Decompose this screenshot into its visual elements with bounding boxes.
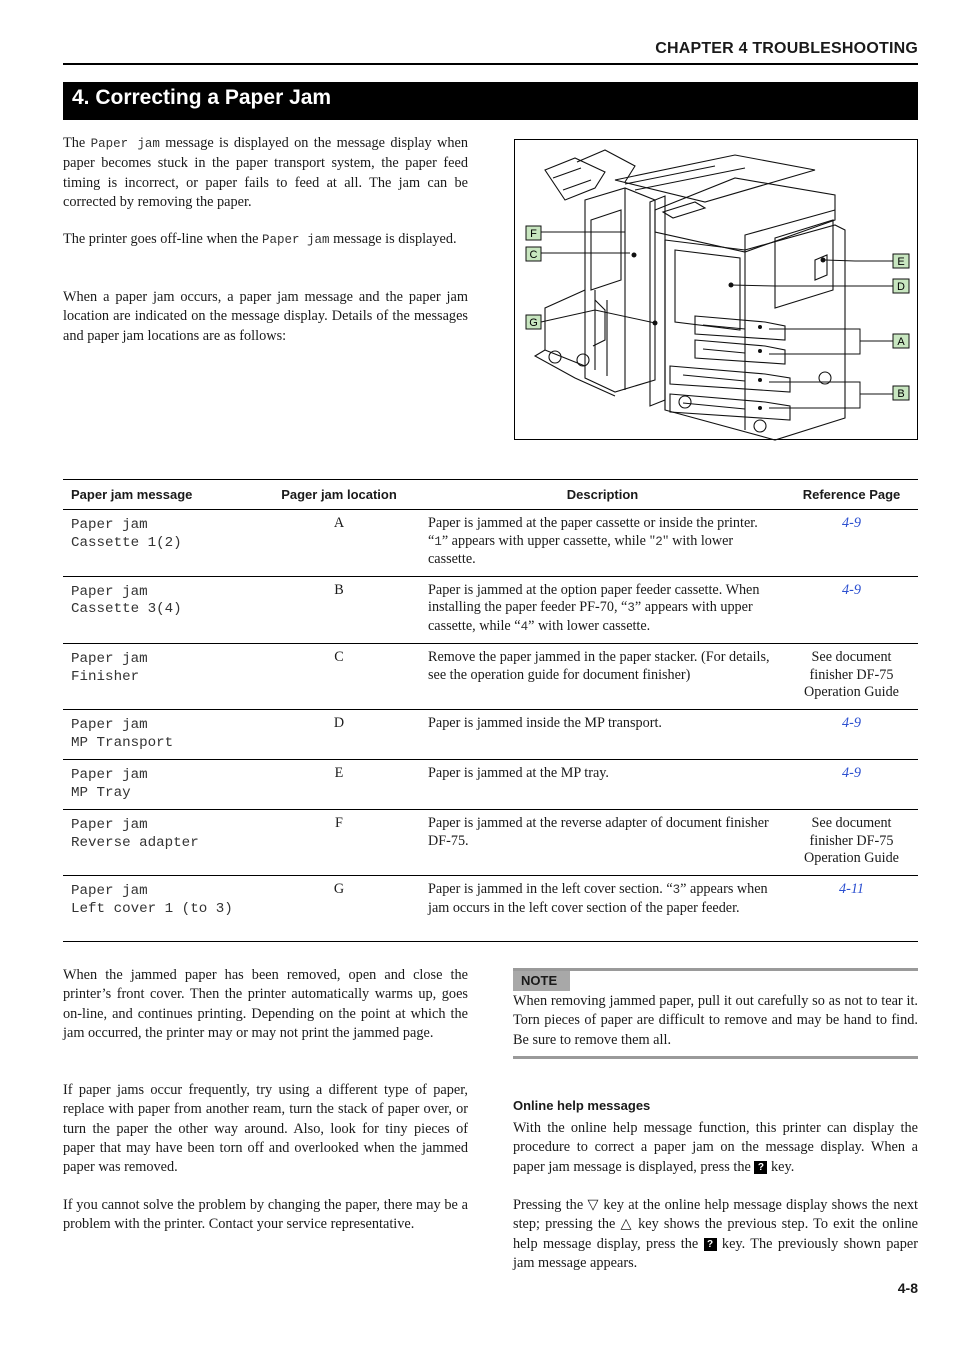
jam-location: E [258, 760, 420, 810]
jam-location: A [258, 510, 420, 577]
jam-message: Paper jam Finisher [63, 644, 258, 710]
help-key-icon: ? [704, 1238, 717, 1251]
jam-message: Paper jam Cassette 3(4) [63, 576, 258, 644]
reference-text: See document finisher DF-75 Operation Guide [785, 810, 918, 876]
table-row [63, 644, 918, 710]
up-key-icon: △ [620, 1216, 634, 1233]
jam-description: Paper is jammed inside the MP transport. [420, 710, 785, 760]
jam-message: Paper jam Reverse adapter [63, 810, 258, 876]
jam-description: Remove the paper jammed in the paper stacker. (For details, see the operation guide for document finisher) [420, 644, 785, 710]
table-row [63, 576, 918, 644]
reference-link[interactable]: 4-11 [839, 881, 864, 897]
col-header-reference: Reference Page [785, 480, 918, 510]
table-row [63, 710, 918, 760]
reference-link[interactable]: 4-9 [842, 765, 861, 781]
reference-cell [785, 760, 918, 810]
online-help-paragraph-1: With the online help message function, this printer can display the procedure to correct a paper jam on the message display. When a paper jam message is displayed, press the ? key. [513, 1120, 918, 1175]
frequent-jams-paragraph: If paper jams occur frequently, try using a different type of paper, replace with paper from another ream, turn the stack of paper over, or turn the paper the other way around. Also, look for tiny pieces of paper that may have been torn off and overlooked when the jammed paper was removed. [63, 1082, 468, 1176]
reference-link[interactable]: 4-9 [842, 515, 861, 531]
note-text: When removing jammed paper, pull it out carefully so as not to tear it. Torn pieces of paper are difficult to remove and may be hand to find. Be sure to remove them all. [513, 993, 918, 1048]
table-row [63, 510, 918, 577]
header-rule [63, 63, 918, 65]
jam-description: Paper is jammed at the MP tray. [420, 760, 785, 810]
paper-jam-table [63, 479, 918, 942]
col-header-location: Pager jam location [258, 480, 420, 510]
intro-paragraph-2: The printer goes off-line when the Paper jam message is displayed. [63, 231, 457, 247]
label-c: C [529, 249, 538, 261]
jam-message: Paper jam MP Transport [63, 710, 258, 760]
help-key-icon: ? [754, 1161, 767, 1174]
jam-message: Paper jam Left cover 1 (to 3) [63, 876, 258, 942]
jam-location: B [258, 576, 420, 644]
table-header-row [63, 480, 918, 510]
online-help-heading: Online help messages [513, 1098, 651, 1113]
jam-message: Paper jam Cassette 1(2) [63, 510, 258, 577]
col-header-description: Description [420, 480, 785, 510]
reference-text: See document finisher DF-75 Operation Guide [785, 644, 918, 710]
label-b: B [897, 388, 905, 400]
paper-jam-code: Paper jam [262, 233, 330, 247]
jam-description: Paper is jammed in the left cover section. “3” appears when jam occurs in the left cover section of the paper feeder. [420, 876, 785, 942]
printer-drawing [515, 140, 919, 441]
intro-paragraph-3: When a paper jam occurs, a paper jam message and the paper jam location are indicated on the message display. Details of the messages and paper jam locations are as follows: [63, 289, 468, 344]
reference-cell [785, 876, 918, 942]
note-label: NOTE [513, 971, 570, 991]
down-key-icon: ▽ [587, 1197, 600, 1213]
jam-description: Paper is jammed at the reverse adapter of document finisher DF-75. [420, 810, 785, 876]
printer-illustration [514, 139, 918, 440]
label-f: F [530, 228, 537, 240]
page-number: 4-8 [897, 1280, 918, 1296]
jam-description: Paper is jammed at the paper cassette or inside the printer. “1” appears with upper cassette, while "2" with lower cassette. [420, 510, 785, 577]
label-d: D [897, 281, 905, 293]
table-row [63, 876, 918, 942]
reference-link[interactable]: 4-9 [842, 715, 861, 731]
after-jam-paragraph: When the jammed paper has been removed, open and close the printer’s front cover. Then the printer automatically warms up, goes on-line, and continues printing. Depending on the point at which the jam occurred, the printer may or may not print the jammed page. [63, 967, 468, 1041]
chapter-header: CHAPTER 4 TROUBLESHOOTING [655, 40, 918, 57]
reference-cell [785, 576, 918, 644]
label-a: A [897, 336, 905, 348]
intro-paragraph-1: The Paper jam message is displayed on the message display when paper becomes stuck in the paper transport system, the paper feed timing is incorrect, or paper fails to feed at all. The jam can be corrected by removing the paper. [63, 135, 468, 210]
table-row [63, 810, 918, 876]
jam-location: F [258, 810, 420, 876]
reference-cell [785, 510, 918, 577]
table-row [63, 760, 918, 810]
reference-link[interactable]: 4-9 [842, 581, 861, 598]
col-header-message: Paper jam message [63, 480, 258, 510]
online-help-paragraph-2: Pressing the ▽ key at the online help message display shows the next step; pressing the △ key shows the previous step. To exit the online help message display, press the ? key. The previously shown paper jam message appears. [513, 1197, 919, 1271]
jam-message: Paper jam MP Tray [63, 760, 258, 810]
section-title: 4. Correcting a Paper Jam [63, 82, 918, 120]
label-g: G [529, 317, 538, 329]
jam-location: C [258, 644, 420, 710]
paper-jam-code: Paper jam [90, 137, 160, 151]
jam-description: Paper is jammed at the option paper feeder cassette. When installing the paper feeder PF-70, “3” appears with upper cassette, while “4” with lower cassette. [420, 576, 785, 644]
service-paragraph: If you cannot solve the problem by changing the paper, there may be a problem with the printer. Contact your service representative. [63, 1197, 468, 1233]
reference-cell [785, 710, 918, 760]
jam-location: G [258, 876, 420, 942]
label-e: E [897, 256, 905, 268]
jam-location: D [258, 710, 420, 760]
